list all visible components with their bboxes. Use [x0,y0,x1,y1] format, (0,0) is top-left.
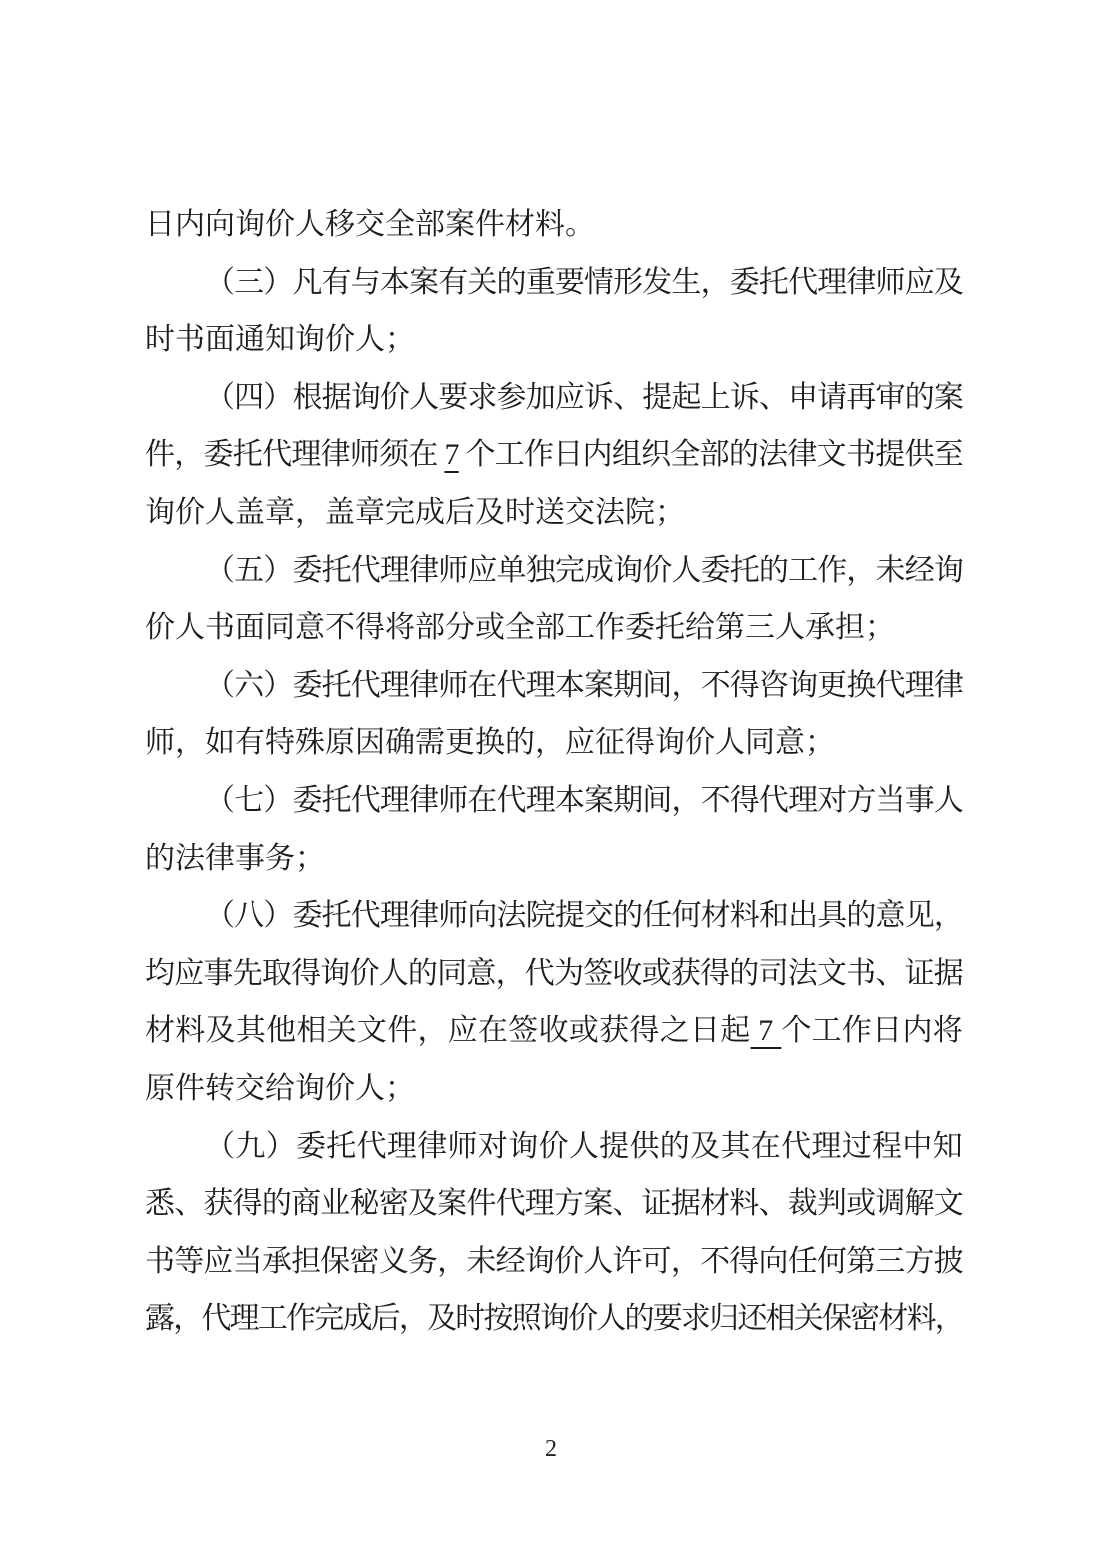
line-text [145,1002,963,1060]
text-segment: （三）凡有与本案有关的重要情形发生，委托代理律师应及 [205,265,963,299]
text-segment: （五）委托代理律师应单独完成询价人委托的工作，未经询 [205,553,963,587]
text-line [145,1060,963,1118]
paragraph-indent [145,694,205,695]
paragraph-indent [145,291,205,292]
text-line [145,254,963,312]
line-text [145,1290,963,1348]
line-text [145,830,325,888]
text-line [145,772,963,830]
line-text [205,542,963,600]
line-text [145,599,895,657]
text-segment: 均应事先取得询价人的同意，代为签收或获得的司法文书、证据 [145,956,963,990]
line-text [145,1175,963,1233]
text-segment: （六）委托代理律师在代理本案期间，不得咨询更换代理律 [205,668,963,702]
line-text [145,1233,963,1291]
text-line [145,1290,963,1348]
page-number: 2 [545,1436,557,1462]
paragraph-indent [145,406,205,407]
line-text [145,714,835,772]
line-text [145,484,685,542]
text-line [145,1233,963,1291]
line-text [205,887,963,945]
text-line [145,714,963,772]
text-segment: 个工作日内将 [781,1014,964,1048]
line-text [205,1118,963,1176]
text-line [145,542,963,600]
paragraph-indent [145,1155,205,1156]
text-segment: 日内向询价人移交全部案件材料。 [145,208,595,241]
text-segment: 询价人盖章，盖章完成后及时送交法院； [145,495,685,529]
text-segment: 价人书面同意不得将部分或全部工作委托给第三人承担； [145,611,895,645]
text-segment: （四）根据询价人要求参加应诉、提起上诉、申请再审的案 [205,380,963,414]
document-body [145,196,963,1348]
text-segment: 原件转交给询价人； [145,1071,415,1105]
text-segment: （九）委托代理律师对询价人提供的及其在代理过程中知 [205,1129,963,1163]
line-text [205,369,963,427]
text-line [145,426,963,484]
text-line [145,657,963,715]
paragraph-indent [145,579,205,580]
text-line [145,1175,963,1233]
paragraph-indent [145,809,205,810]
line-text [205,657,963,715]
text-line [145,599,963,657]
text-line [145,830,963,888]
line-text [205,772,963,830]
text-segment: 个工作日内组织全部的法律文书提供至 [458,438,964,472]
line-text [145,196,595,254]
underlined-value: 7 [750,1014,782,1048]
text-segment: （七）委托代理律师在代理本案期间，不得代理对方当事人 [205,783,963,817]
line-text [145,311,415,369]
text-line [145,369,963,427]
text-segment: 材料及其他相关文件，应在签收或获得之日起 [145,1014,751,1048]
text-segment: 书等应当承担保密义务，未经询价人许可，不得向任何第三方披 [145,1244,963,1278]
text-line [145,1118,963,1176]
text-segment: 的法律事务； [145,841,325,875]
text-line [145,196,963,254]
underlined-value: 7 [444,438,459,472]
paragraph-indent [145,924,205,925]
line-text [145,426,963,484]
text-line [145,945,963,1003]
text-line [145,1002,963,1060]
line-text [145,1060,415,1118]
line-text [205,254,963,312]
text-segment: 件，委托代理律师须在 [145,438,445,472]
text-segment: （八）委托代理律师向法院提交的任何材料和出具的意见， [205,899,963,933]
line-text [145,945,963,1003]
text-segment: 时书面通知询价人； [145,323,415,357]
text-segment: 露，代理工作完成后，及时按照询价人的要求归还相关保密材料， [145,1302,963,1336]
text-segment: 师，如有特殊原因确需更换的，应征得询价人同意； [145,726,835,760]
text-segment: 悉、获得的商业秘密及案件代理方案、证据材料、裁判或调解文 [145,1187,963,1221]
text-line [145,311,963,369]
text-line [145,484,963,542]
text-line [145,887,963,945]
